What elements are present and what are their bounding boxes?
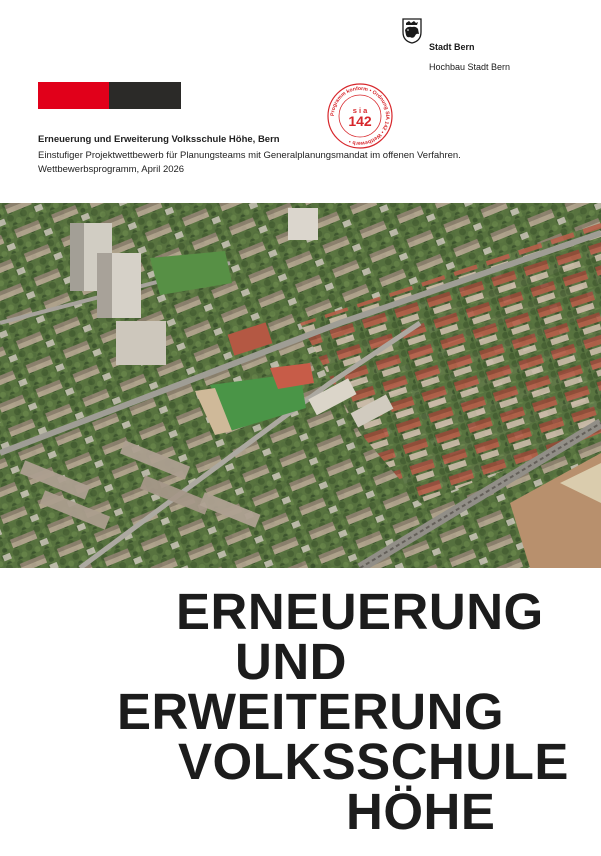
big-title-line-5: HÖHE <box>346 783 496 840</box>
logo-name: Stadt Bern <box>429 42 475 52</box>
document-subtitle: Einstufiger Projektwettbewerb für Planungsteams mit Generalplanungsmandat im offenen Verfahren. <box>38 150 461 161</box>
sia-142-stamp <box>326 82 394 150</box>
stamp-ring-text: Programm konform • Ordnung SIA 142 • Wettbewerb • <box>329 85 391 147</box>
logo-department: Hochbau Stadt Bern <box>429 62 511 72</box>
brand-bar-dark <box>109 82 181 109</box>
big-title-line-1: ERNEUERUNG <box>176 583 544 640</box>
big-title-line-3: ERWEITERUNG <box>117 683 505 740</box>
document-title: Erneuerung und Erweiterung Volksschule Höhe, Bern <box>38 134 280 145</box>
stamp-number: 142 <box>348 113 372 129</box>
big-title-line-2: UND <box>235 633 347 690</box>
brand-bar-red <box>38 82 109 109</box>
aerial-photo <box>0 203 601 568</box>
big-title-line-4: VOLKSSCHULE <box>178 733 569 790</box>
document-date: Wettbewerbsprogramm, April 2026 <box>38 164 185 175</box>
stamp-sia-text: s i a <box>352 106 368 115</box>
bern-bear-crest-icon <box>402 18 422 44</box>
